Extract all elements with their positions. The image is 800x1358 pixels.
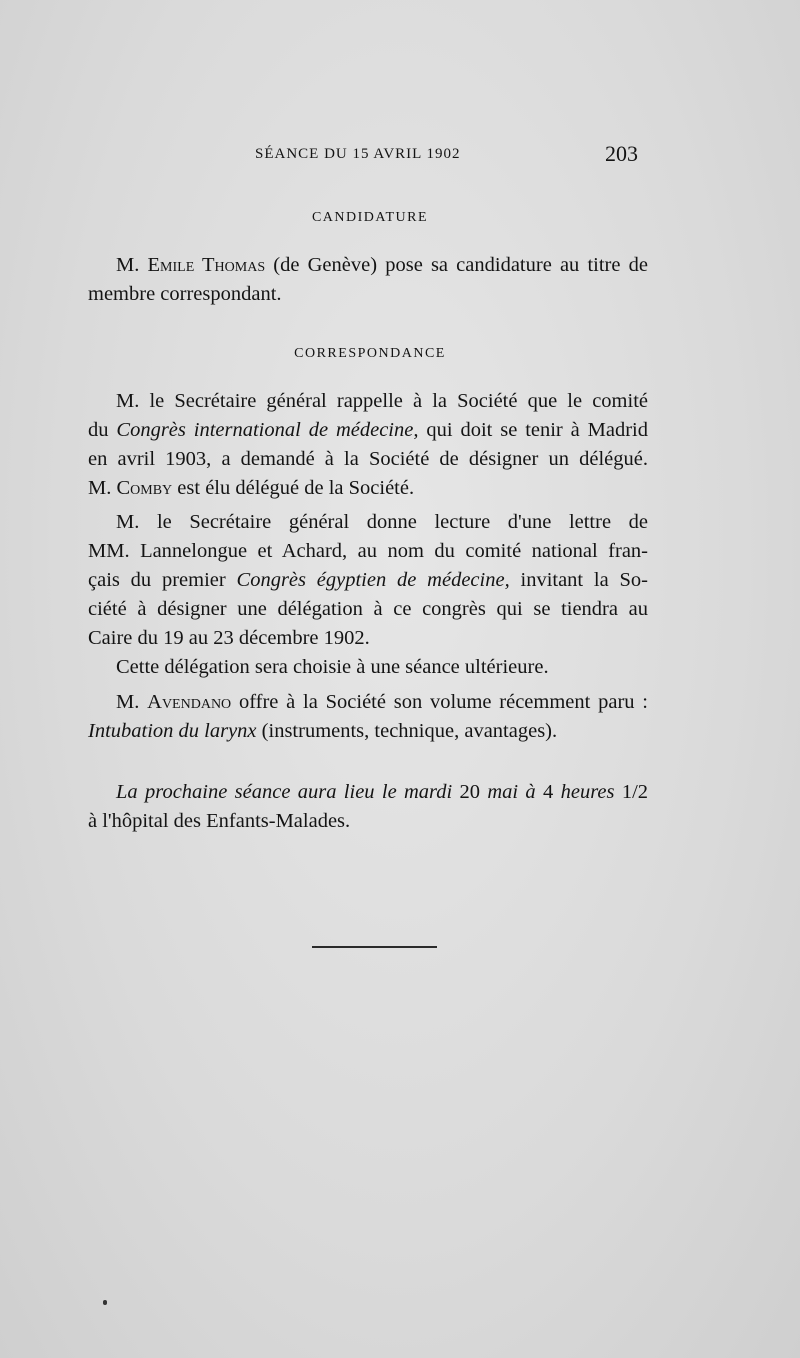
text-line: M. Avendano offre à la Société son volume récemment paru : (116, 691, 648, 713)
text-line: M. le Secrétaire général donne lecture d'une lettre de (116, 511, 648, 533)
text-line: ciété à désigner une délégation à ce congrès qui se tiendra au (88, 598, 648, 620)
section-heading-candidature: CANDIDATURE (311, 210, 429, 225)
paragraph-candidature (88, 251, 648, 309)
paragraph-avendano (88, 688, 648, 746)
text-line: çais du premier Congrès égyptien de médecine, invitant la So- (88, 569, 648, 591)
text-line: MM. Lannelongue et Achard, au nom du comité national fran- (88, 540, 648, 562)
text-line: La prochaine séance aura lieu le mardi 20 mai à 4 heures 1/2 (116, 781, 649, 803)
small-caps-name: Avendano (147, 691, 232, 713)
closing-rule (312, 946, 437, 948)
paragraph-secretaire-madrid (88, 387, 648, 503)
text-line: en avril 1903, a demandé à la Société de désigner un délégué. (88, 448, 648, 470)
text-line: Intubation du larynx (instruments, technique, avantages). (88, 720, 558, 742)
text-line: Caire du 19 au 23 décembre 1902. (88, 627, 370, 649)
small-caps-name: Comby (116, 477, 173, 499)
running-head: SÉANCE DU 15 AVRIL 1902 (255, 146, 461, 162)
italic-title: Congrès égyptien de médecine, (236, 569, 510, 591)
text-line: du Congrès international de médecine, qui doit se tenir à Madrid (88, 419, 648, 441)
paragraph-next-meeting (88, 778, 648, 836)
text-line: Cette délégation sera choisie à une séance ultérieure. (116, 656, 549, 678)
text-line: membre correspondant. (88, 283, 282, 305)
italic-title: Intubation du larynx (88, 720, 257, 742)
paragraph-secretaire-caire (88, 508, 648, 682)
text-line: M. Emile Thomas (de Genève) pose sa candidature au titre de (116, 254, 648, 276)
text-line: M. Comby est élu délégué de la Société. (88, 477, 415, 499)
text-line: à l'hôpital des Enfants-Malades. (88, 810, 351, 832)
speck-mark (103, 1300, 107, 1305)
page-number: 203 (605, 141, 638, 166)
text-line: M. le Secrétaire général rappelle à la Société que le comité (116, 390, 648, 412)
italic-title: Congrès international de médecine, (116, 419, 419, 441)
section-heading-correspondance: CORRESPONDANCE (294, 346, 446, 361)
